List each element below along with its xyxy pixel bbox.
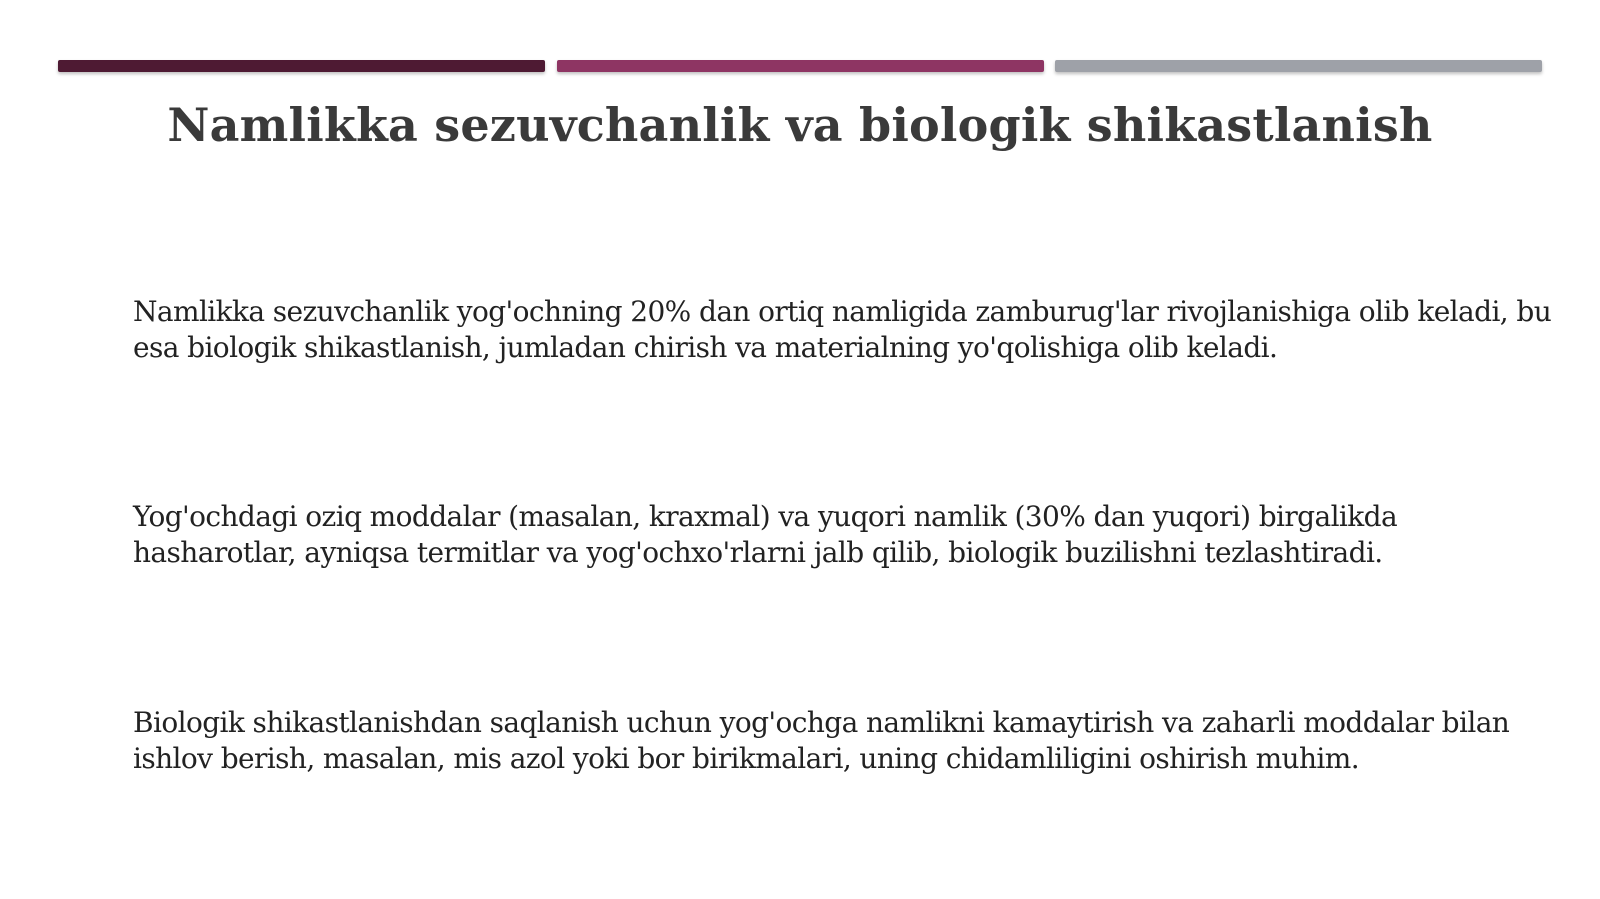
paragraph-moisture: Namlikka sezuvchanlik yog'ochning 20% dan ortiq namligida zamburug'lar rivojlanishiga olib keladi, bu esa biologik shikastlanish, jumladan chirish va materialning yo'qolishiga olib keladi. (133, 295, 1552, 364)
paragraph-protection: Biologik shikastlanishdan saqlanish uchun yog'ochga namlikni kamaytirish va zaharli moddalar bilan ishlov berish, masalan, mis azol yoki bor birikmalari, uning chidamliligini oshirish muhim. (133, 706, 1510, 775)
paragraph-insects: Yog'ochdagi oziq moddalar (masalan, kraxmal) va yuqori namlik (30% dan yuqori) birgalikda hasharotlar, ayniqsa termitlar va yog'ochxo'rlarni jalb qilib, biologik buzilishni tezlashtiradi. (133, 500, 1398, 569)
slide-title: Namlikka sezuvchanlik va biologik shikastlanish (167, 98, 1433, 152)
header-bar-dark (58, 60, 545, 72)
header-bar-magenta (557, 60, 1044, 72)
header-bar-gray (1055, 60, 1542, 72)
